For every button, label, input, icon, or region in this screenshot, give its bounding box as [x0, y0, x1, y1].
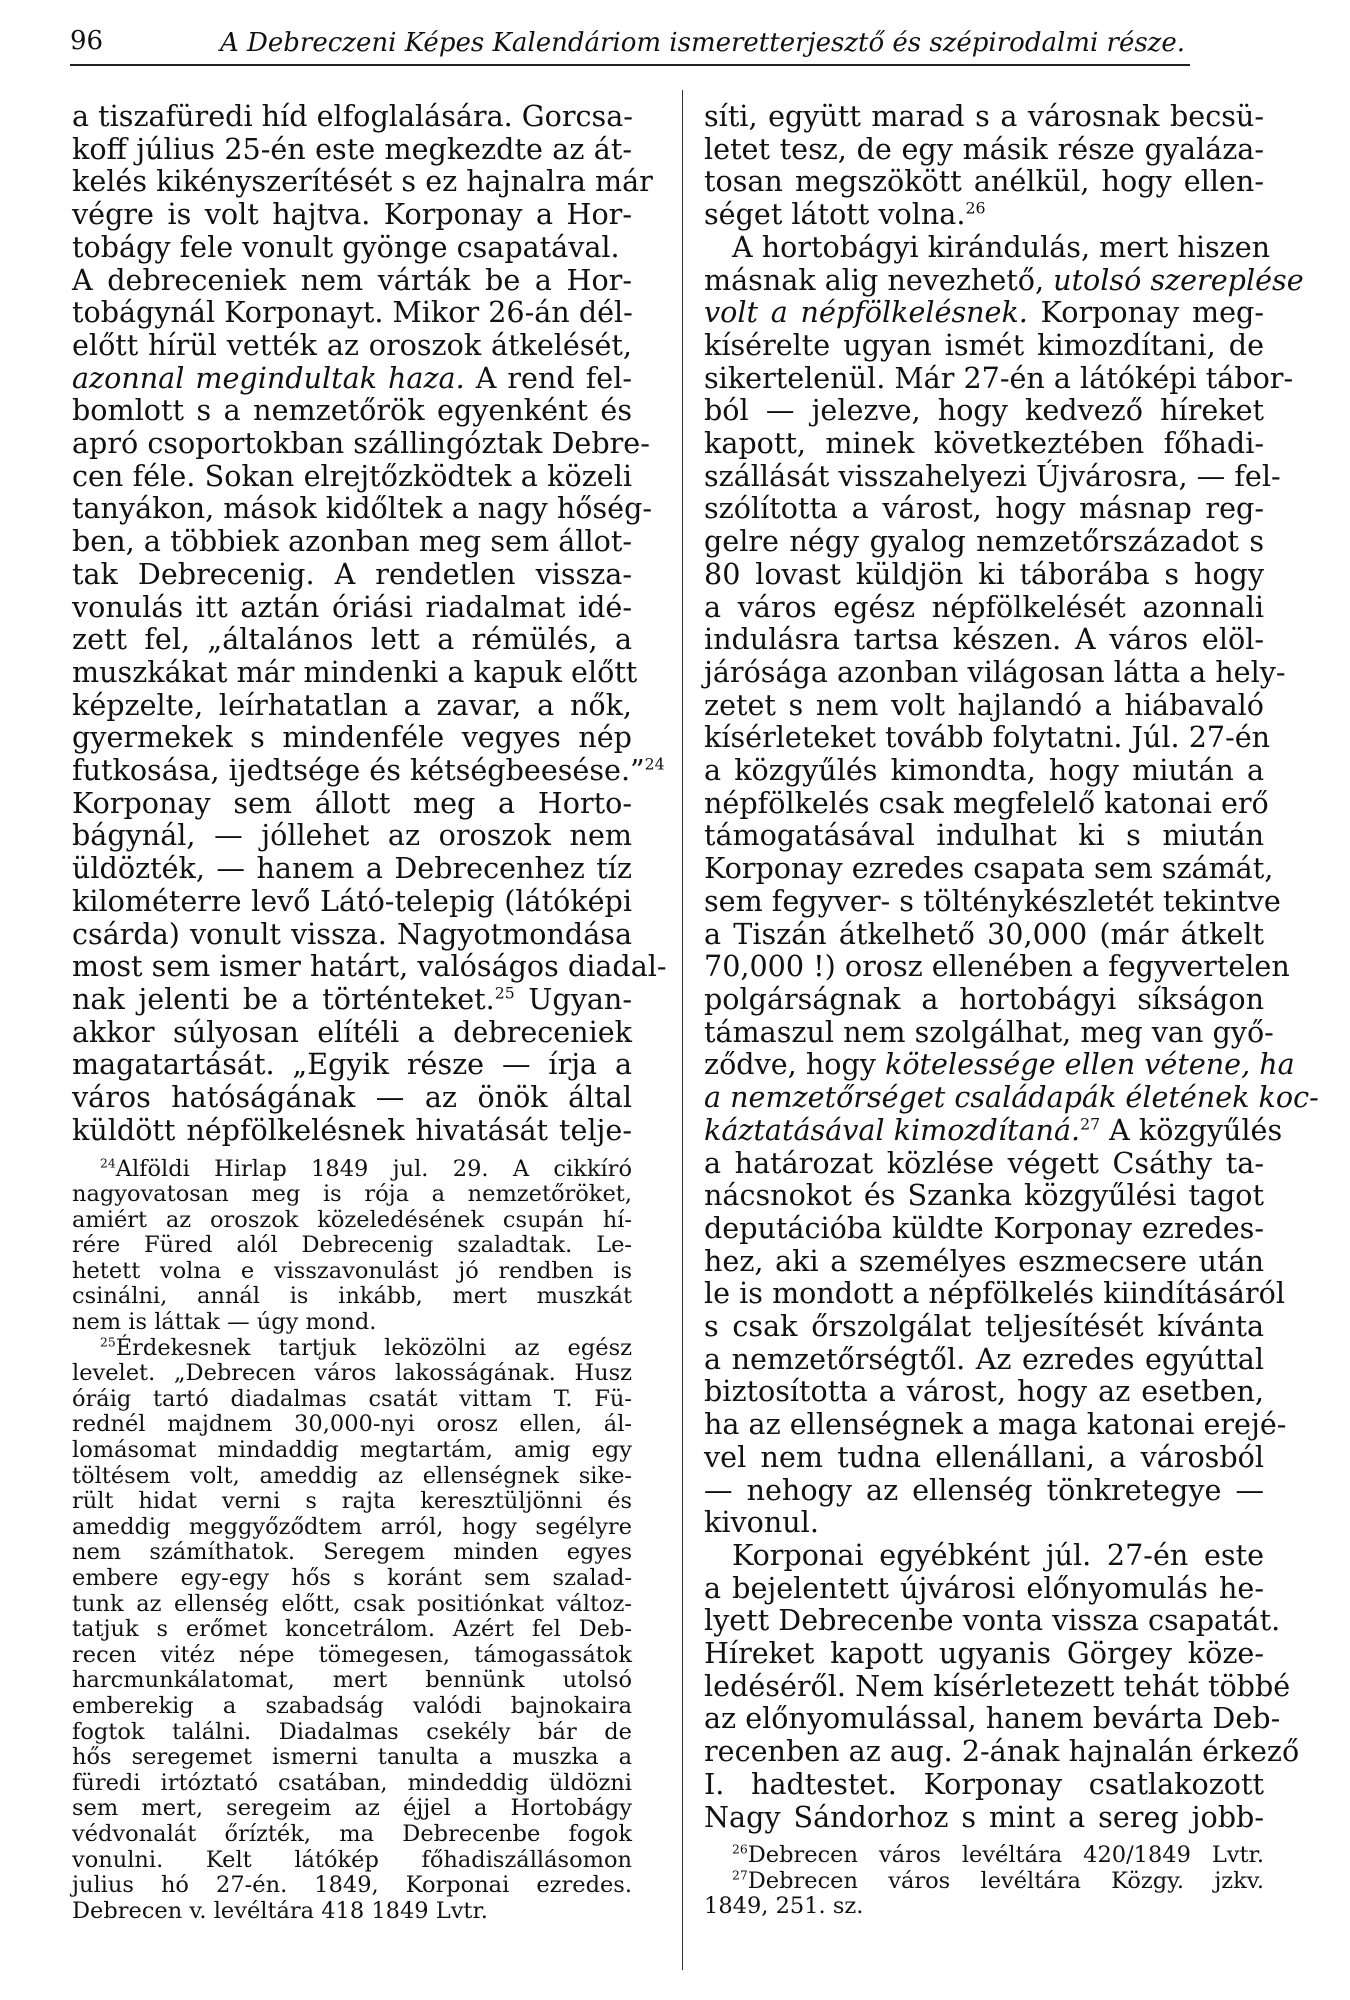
text-line: s csak őrszolgálat teljesítését kívánta	[704, 1309, 1264, 1344]
text-line: I. hadtestet. Korponay csatlakozott	[704, 1766, 1264, 1801]
text-line: a város egész népfölkelését azonnali	[704, 589, 1264, 624]
text-line: bágynál, — jóllehet az oroszok nem	[72, 818, 632, 853]
text-fragment: nak jelenti be a történteket.	[72, 981, 495, 1016]
text-line	[704, 1147, 1264, 1180]
text-line: kilométerre levő Látó-telepig (látóképi	[72, 883, 632, 918]
text-fragment: Alföldi Hirlap 1849 jul. 29. A cikkíró	[115, 1155, 632, 1182]
text-line	[704, 1112, 1283, 1147]
text-line: kísérelte ugyan ismét kimozdítani, de	[704, 327, 1264, 362]
page-number: 96	[70, 26, 104, 56]
text-fragment: A rend fel-	[464, 360, 633, 395]
footnote-ref-27: 27	[1080, 1114, 1101, 1134]
text-line: indulásra tartsa készen. A város elöl-	[704, 622, 1264, 657]
text-line: vel nem tudna ellenállani, a városból	[704, 1439, 1264, 1474]
footnote-line: nem számíthatok. Seregem minden egyes	[72, 1539, 632, 1566]
text-line: kelés kikényszerítését s ez hajnalra már	[72, 164, 653, 199]
text-line: bomlott s a nemzetőrök egyenként és	[72, 393, 632, 428]
footnote-line: harcmunkálatomat, mert bennünk utolsó	[72, 1667, 632, 1694]
text-line: 80 lovast küldjön ki táborába s hogy	[704, 556, 1264, 591]
footnote-line	[704, 1843, 1264, 1869]
footnote-number-24: 24	[100, 1156, 116, 1170]
footnote-line: 1849, 251. sz.	[704, 1893, 864, 1920]
text-line-italic	[72, 362, 632, 395]
text-line: ben, a többiek azonban meg sem állot-	[72, 524, 632, 559]
text-line: Korponai egyébként júl. 27-én este	[732, 1537, 1264, 1572]
text-fragment: Debrecen város levéltára Közgy. jzkv.	[747, 1867, 1264, 1894]
footnote-line	[72, 1157, 632, 1183]
footnote-line: csinálni, annál is inkább, mert muszkát	[72, 1283, 632, 1310]
footnote-number-26: 26	[732, 1842, 748, 1857]
text-line	[704, 1047, 1295, 1082]
footnote-line: óráig tartó diadalmas csatát vittam T. Fü-	[72, 1385, 632, 1412]
italic-phrase: káztatásával kimozdítaná.	[704, 1112, 1081, 1147]
text-line	[704, 262, 1304, 297]
page-header	[70, 24, 1190, 66]
text-line: sem fegyver- s tölténykészletét tekintve	[704, 883, 1281, 918]
text-line: Híreket kapott ugyanis Görgey köze-	[704, 1636, 1264, 1671]
footnote-line	[704, 1869, 1264, 1895]
footnote-line: ameddig meggyőződtem arról, hogy segélyre	[72, 1513, 632, 1540]
footnote-line: füredi irtóztató csatában, mindeddig üldözni	[72, 1769, 632, 1796]
text-line: most sem ismer határt, valóságos diadal-	[72, 949, 667, 984]
text-fragment: A közgyűlés	[1100, 1112, 1283, 1147]
text-line: lyett Debrecenbe vonta vissza csapatát.	[704, 1603, 1281, 1638]
italic-phrase: volt a népfölkelésnek.	[704, 295, 1028, 330]
text-line: Nagy Sándorhoz s mint a sereg jobb-	[704, 1799, 1264, 1834]
body-text-left	[72, 99, 667, 1147]
text-line: deputációba küldte Korponay ezredes-	[704, 1210, 1264, 1245]
text-line: a nemzetőrségtől. Az ezredes egyúttal	[704, 1341, 1264, 1376]
footnote-line: töltésem volt, ameddig az ellenségnek sike-	[72, 1462, 632, 1489]
text-line: tosan megszökött anélkül, hogy ellen-	[704, 164, 1264, 199]
text-fragment: futkosása, ijedtsége és kétségbeesése.”	[72, 753, 645, 788]
text-line	[72, 753, 665, 788]
italic-phrase: kötelessége ellen vétene, ha	[885, 1047, 1295, 1082]
footnote-line: amiért az oroszok közeledésének csupán hí-	[72, 1206, 632, 1233]
running-head: A Debreczeni Képes Kalendáriom ismeretterjesztő és szépirodalmi része.	[220, 28, 1186, 58]
footnote-line: emberekig a szabadság valódi bajnokaira	[72, 1692, 632, 1719]
footnote-line: rült hidat verni s rajta keresztüljönni és	[72, 1488, 632, 1515]
text-line: támogatásával indulhat ki s miután	[704, 818, 1264, 853]
body-text-right	[704, 99, 1319, 1834]
text-line: előtt hírül vették az oroszok átkelését,	[72, 327, 632, 362]
text-line: tanyákon, mások kidőltek a nagy hőség-	[72, 491, 653, 526]
text-line: gyermekek s mindenféle vegyes nép	[72, 720, 632, 755]
footnote-line: Debrecen v. levéltára 418 1849 Lvtr.	[72, 1897, 488, 1924]
text-line: ha az ellenségnek a maga katonai erejé-	[704, 1407, 1287, 1442]
text-line: muszkákat már mindenki a kapuk előtt	[72, 654, 638, 689]
text-line: végre is volt hajtva. Korponay a Hor-	[72, 197, 632, 232]
text-line: A hortobágyi kirándulás, mert hiszen	[732, 229, 1271, 264]
text-fragment: Érdekesnek tartjuk leközölni az egész	[115, 1334, 632, 1361]
text-line: le is mondott a népfölkelés kiindításáról	[704, 1276, 1285, 1311]
text-line	[704, 296, 1264, 329]
text-fragment: séget látott volna.	[704, 197, 966, 232]
column-divider	[682, 90, 683, 1970]
text-line: csárda) vonult vissza. Nagyotmondása	[72, 916, 632, 951]
italic-phrase: utolsó szereplése	[1053, 262, 1304, 297]
left-column	[72, 99, 667, 1924]
footnotes-left	[72, 1157, 632, 1925]
text-fragment: Ugyan-	[514, 981, 632, 1016]
text-line: tobágy fele vonult gyönge csapatával.	[72, 229, 620, 264]
text-line: képzelte, leírhatatlan a zavar, a nők,	[72, 687, 632, 722]
footnote-line: julius hó 27-én. 1849, Korponai ezredes.	[72, 1872, 632, 1899]
text-line: nácsnokot és Szanka közgyűlési tagot	[704, 1178, 1264, 1213]
text-line: támaszul nem szolgálhat, meg van győ-	[704, 1014, 1274, 1049]
footnote-line: embere egy-egy hős s koránt sem szalad-	[72, 1565, 632, 1591]
text-line: üldözték, — hanem a Debrecenhez tíz	[72, 851, 632, 886]
text-line: zetet s nem volt hajlandó a hiábavaló	[704, 687, 1264, 722]
text-line: gelre négy gyalog nemzetőrszázadot s	[704, 524, 1264, 559]
text-line: koff július 25-én este megkezdte az át-	[72, 131, 632, 166]
italic-phrase: a nemzetőrséget családapák életének koc-	[704, 1080, 1319, 1115]
text-line: szólította a várost, hogy másnap reg-	[704, 491, 1264, 526]
text-line: — nehogy az ellenség tönkretegye —	[704, 1472, 1264, 1507]
text-line: magatartását. „Egyik része — írja a	[72, 1047, 632, 1082]
text-line: szállását visszahelyezi Újvárosra, — fel-	[704, 458, 1281, 493]
footnote-line: hős seregemet ismerni tanulta a muszka a	[72, 1744, 632, 1771]
footnote-line: sem mert, seregeim az éjjel a Hortobágy	[72, 1795, 632, 1822]
text-line: cen féle. Sokan elrejtőzködtek a közeli	[72, 458, 632, 493]
text-line: tobágynál Korponayt. Mikor 26-án dél-	[72, 295, 633, 330]
footnote-ref-25: 25	[494, 983, 515, 1003]
text-line: akkor súlyosan elítéli a debreceniek	[72, 1014, 632, 1049]
text-line: vonulás itt aztán óriási riadalmat idé-	[72, 589, 632, 624]
text-line: 70,000 !) orosz ellenében a fegyvertelen	[704, 949, 1290, 984]
text-line: küldött népfölkelésnek hivatását telje-	[72, 1112, 632, 1147]
text-fragment: másnak alig nevezhető,	[704, 262, 1054, 297]
text-line: biztosította a várost, hogy az esetben,	[704, 1374, 1264, 1409]
text-line: város hatóságának — az önök által	[72, 1080, 632, 1115]
text-line: a közgyűlés kimondta, hogy miután a	[704, 753, 1264, 788]
text-line: ledéséről. Nem kísérletezett tehát többé	[704, 1668, 1291, 1703]
text-line	[72, 983, 632, 1016]
footnote-number-25: 25	[100, 1335, 116, 1350]
italic-phrase: azonnal megindultak haza.	[72, 360, 465, 395]
text-line: a tiszafüredi híd elfoglalására. Gorcsa-	[72, 99, 633, 133]
footnote-line: vonulni. Kelt látókép főhadiszállásomon	[72, 1846, 632, 1873]
footnote-line: nagyovatosan meg is rója a nemzetőröket,	[72, 1181, 632, 1208]
text-line: A debreceniek nem várták be a Hor-	[72, 262, 632, 297]
text-line: Korponay sem állott meg a Horto-	[72, 785, 632, 820]
text-line: népfölkelés csak megfelelő katonai erő	[704, 785, 1269, 820]
footnote-ref-26: 26	[965, 198, 986, 218]
footnote-line: levelet. „Debrecen város lakosságának. Husz	[72, 1360, 632, 1387]
footnote-ref-24: 24	[644, 754, 665, 774]
text-line: zett fel, „általános lett a rémülés, a	[72, 622, 632, 657]
text-line: kivonul.	[704, 1505, 819, 1540]
text-line: tak Debrecenig. A rendetlen vissza-	[72, 556, 632, 591]
footnote-line: védvonalát őrízték, ma Debrecenbe fogok	[72, 1820, 632, 1847]
text-line	[704, 198, 1264, 231]
text-line: a bejelentett újvárosi előnyomulás he-	[704, 1570, 1264, 1605]
footnote-line: tatjuk s erőmet koncetrálom. Azért fel Deb-	[72, 1616, 632, 1643]
text-line: járósága azonban világosan látta a hely-	[704, 654, 1286, 689]
text-line: recenben az aug. 2-ának hajnalán érkező	[704, 1734, 1300, 1769]
text-line	[704, 1080, 1319, 1115]
footnote-line: rednél majdnem 30,000-nyi orosz ellen, ál-	[72, 1411, 632, 1438]
text-line: hez, aki a személyes eszmecsere után	[704, 1243, 1264, 1278]
text-line: az előnyomulással, hanem bevárta Deb-	[704, 1701, 1281, 1736]
text-fragment: a	[704, 1145, 735, 1180]
right-column	[704, 99, 1319, 1920]
footnote-line: recen vitéz népe tömegesen, támogassátok	[72, 1641, 632, 1668]
text-line: a Tiszán átkelhető 30,000 (már átkelt	[704, 916, 1264, 951]
text-fragment: határozat közlése végett Csáthy ta-	[734, 1145, 1264, 1180]
text-line: letet tesz, de egy másik része gyaláza-	[704, 131, 1264, 166]
text-line: apró csoportokban szállingóztak Debre-	[72, 426, 650, 461]
footnote-number-27: 27	[732, 1868, 748, 1883]
footnote-line: tunk az ellenség előtt, csak positiónkat változ-	[72, 1590, 632, 1617]
text-line: kísérleteket tovább folytatni. Júl. 27-én	[704, 720, 1271, 755]
text-line: polgárságnak a hortobágyi síkságon	[704, 981, 1264, 1016]
text-fragment: ződve, hogy	[704, 1047, 886, 1082]
text-line: ból — jelezve, hogy kedvező híreket	[704, 393, 1264, 428]
text-line: sikertelenül. Már 27-én a látóképi tábor-	[704, 360, 1294, 395]
footnote-line: fogtok találni. Diadalmas csekély bár de	[72, 1718, 632, 1745]
footnote-line: lomásomat mindaddig megtartám, amig egy	[72, 1437, 632, 1464]
text-line: Korponay ezredes csapata sem számát,	[704, 851, 1274, 886]
text-fragment: Korponay meg-	[1027, 295, 1265, 330]
text-line: síti, együtt marad s a városnak becsü-	[704, 99, 1264, 133]
text-line: kapott, minek következtében főhadi-	[704, 426, 1264, 461]
text-fragment: Debrecen város levéltára 420/1849 Lvtr.	[747, 1842, 1264, 1869]
footnote-line: hetett volna e visszavonulást jó rendben is	[72, 1257, 632, 1284]
footnote-line: rére Füred alól Debrecenig szaladtak. Le-	[72, 1232, 632, 1259]
footnotes-right	[704, 1843, 1264, 1920]
footnote-line: nem is láttak — úgy mond.	[72, 1309, 377, 1336]
footnote-line	[72, 1336, 632, 1362]
